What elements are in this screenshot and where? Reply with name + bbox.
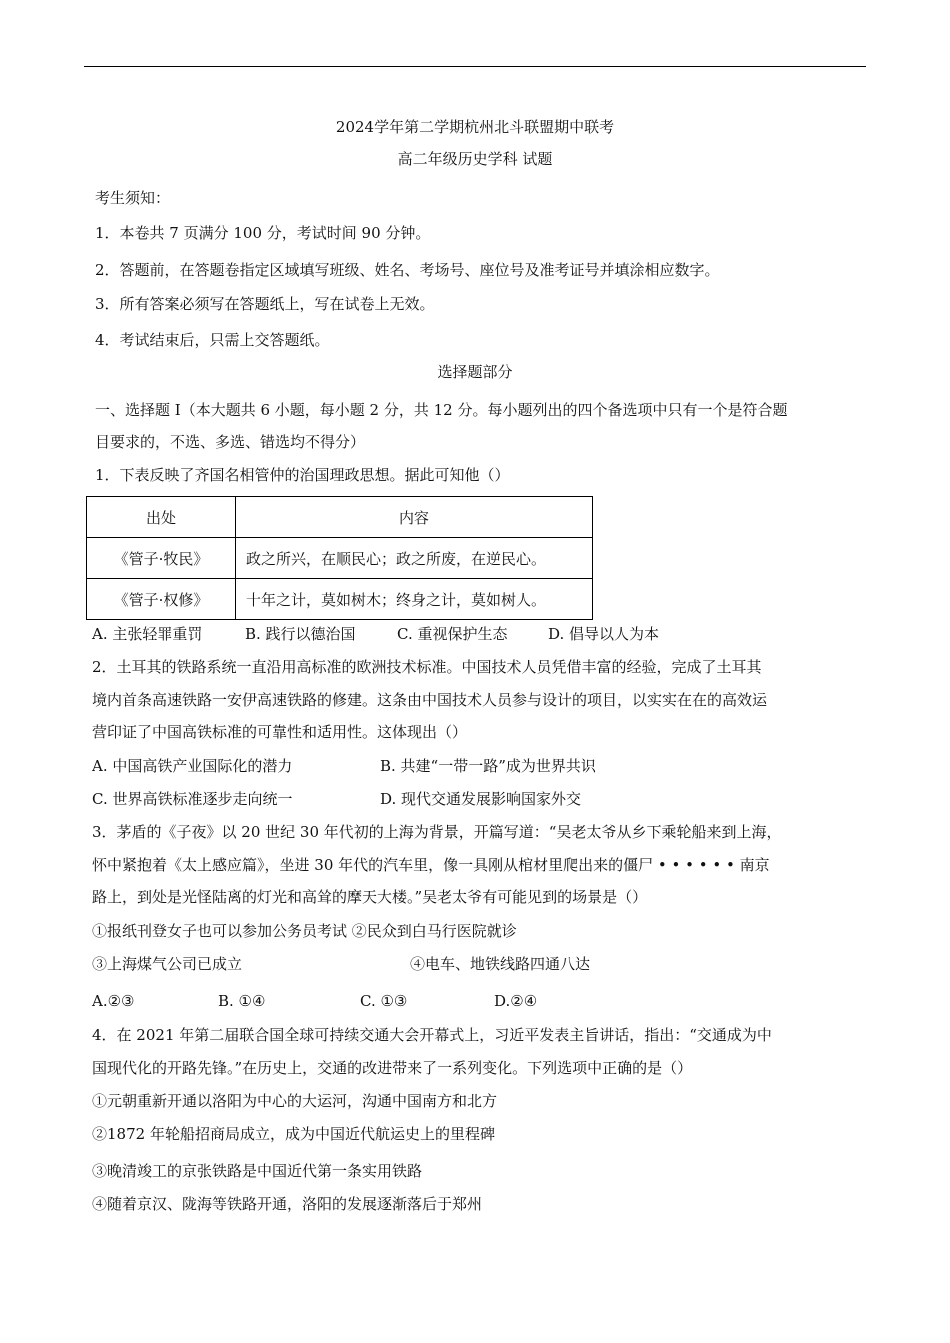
q1-option: C. 重视保护生态 (397, 625, 508, 643)
q3-option: D.②④ (494, 992, 538, 1010)
q3-stem-line: 3．茅盾的《子夜》以 20 世纪 30 年代初的上海为背景，开篇写道：“吴老太爷从乡下乘轮船来到上海， (92, 823, 782, 841)
q2-option: D. 现代交通发展影响国家外交 (380, 790, 582, 808)
q2-option: B. 共建“一带一路”成为世界共识 (380, 757, 596, 775)
q4-stem-line: 4．在 2021 年第二届联合国全球可持续交通大会开幕式上，习近平发表主旨讲话，指出：“交通成为中 (92, 1026, 772, 1044)
exam-subtitle: 高二年级历史学科 试题 (397, 150, 553, 168)
q1-option: B. 践行以德治国 (245, 625, 356, 643)
table-cell: 《管子·牧民》 (87, 538, 236, 579)
table-row (87, 579, 593, 620)
q1-table (86, 496, 593, 620)
q3-item: ④电车、地铁线路四通八达 (410, 955, 591, 973)
q1-option: D. 倡导以人为本 (548, 625, 660, 643)
notice-item: 4．考试结束后，只需上交答题纸。 (95, 331, 330, 349)
q1-stem: 1．下表反映了齐国名相管仲的治国理政思想。据此可知他（） (95, 466, 510, 484)
q3-item: ③上海煤气公司已成立 (92, 955, 243, 973)
q4-item: ①元朝重新开通以洛阳为中心的大运河，沟通中国南方和北方 (92, 1092, 498, 1110)
table-header-row (87, 497, 593, 538)
table-cell: 《管子·权修》 (87, 579, 236, 620)
q4-item: ③晚清竣工的京张铁路是中国近代第一条实用铁路 (92, 1162, 423, 1180)
table-header-cell: 出处 (87, 497, 236, 538)
q3-option: C. ①③ (360, 992, 408, 1010)
q4-stem-line: 国现代化的开路先锋。”在历史上，交通的改进带来了一系列变化。下列选项中正确的是（） (92, 1059, 693, 1077)
q3-stem-line: 路上，到处是光怪陆离的灯光和高耸的摩天大楼。”吴老太爷有可能见到的场景是（） (92, 888, 648, 906)
q2-stem-line: 营印证了中国高铁标准的可靠性和适用性。这体现出（） (92, 723, 468, 741)
section-intro: 一、选择题 I（本大题共 6 小题，每小题 2 分，共 12 分。每小题列出的四个备选项中只有一个是符合题 (95, 401, 788, 419)
table-header-cell: 内容 (236, 497, 593, 538)
notice-item: 1．本卷共 7 页满分 100 分，考试时间 90 分钟。 (95, 224, 431, 242)
q3-option: B. ①④ (218, 992, 266, 1010)
section-title: 选择题部分 (437, 363, 513, 381)
exam-title: 2024学年第二学期杭州北斗联盟期中联考 (335, 118, 615, 136)
q2-option: A. 中国高铁产业国际化的潜力 (92, 757, 293, 775)
q3-stem-line: 怀中紧抱着《太上感应篇》，坐进 30 年代的汽车里，像一具刚从棺材里爬出来的僵尸 • • • • • • 南京 (92, 856, 770, 874)
q4-item: ④随着京汉、陇海等铁路开通，洛阳的发展逐渐落后于郑州 (92, 1195, 483, 1213)
q3-item: ①报纸刊登女子也可以参加公务员考试 ②民众到白马行医院就诊 (92, 922, 517, 940)
q2-option: C. 世界高铁标准逐步走向统一 (92, 790, 293, 808)
notice-item: 2．答题前，在答题卷指定区域填写班级、姓名、考场号、座位号及准考证号并填涂相应数字。 (95, 261, 720, 279)
notice-heading: 考生须知： (95, 189, 171, 207)
q2-stem-line: 2．土耳其的铁路系统一直沿用高标准的欧洲技术标准。中国技术人员凭借丰富的经验，完成了土耳其 (92, 658, 762, 676)
header-rule (84, 66, 866, 67)
section-intro: 目要求的，不选、多选、错选均不得分） (95, 433, 366, 451)
q2-stem-line: 境内首条高速铁路一安伊高速铁路的修建。这条由中国技术人员参与设计的项目，以实实在在的高效运 (92, 691, 768, 709)
notice-item: 3．所有答案必须写在答题纸上，写在试卷上无效。 (95, 295, 435, 313)
q4-item: ②1872 年轮船招商局成立，成为中国近代航运史上的里程碑 (92, 1125, 495, 1143)
table-cell: 十年之计，莫如树木；终身之计，莫如树人。 (236, 579, 593, 620)
table-row (87, 538, 593, 579)
q1-option: A. 主张轻罪重罚 (92, 625, 203, 643)
q3-option: A.②③ (92, 992, 135, 1010)
table-cell: 政之所兴，在顺民心；政之所废，在逆民心。 (236, 538, 593, 579)
